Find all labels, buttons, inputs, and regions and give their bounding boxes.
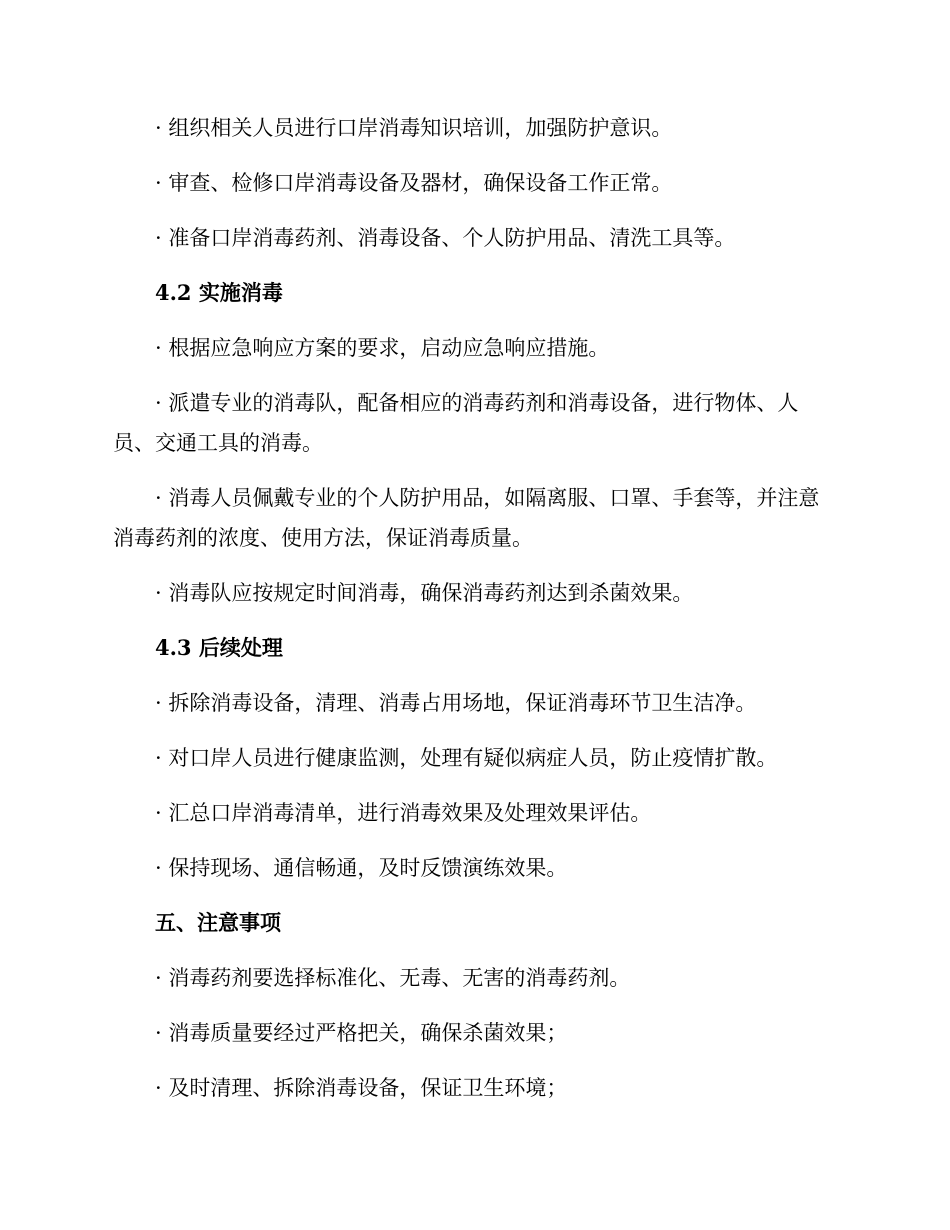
bullet-paragraph: · 消毒队应按规定时间消毒，确保消毒药剂达到杀菌效果。 xyxy=(155,581,694,605)
bullet-paragraph: · 保持现场、通信畅通，及时反馈演练效果。 xyxy=(155,856,568,880)
section-heading: 4.3 后续处理 xyxy=(155,635,283,660)
document-body xyxy=(113,108,825,1123)
bullet-paragraph: · 审查、检修口岸消毒设备及器材，确保设备工作正常。 xyxy=(155,171,673,195)
section-heading: 五、注意事项 xyxy=(155,910,281,935)
bullet-paragraph: · 消毒人员佩戴专业的个人防护用品，如隔离服、口罩、手套等，并注意消毒药剂的浓度、使用方法，保证消毒质量。 xyxy=(113,486,820,550)
bullet-paragraph: · 消毒质量要经过严格把关，确保杀菌效果； xyxy=(155,1021,568,1045)
bullet-paragraph: · 派遣专业的消毒队，配备相应的消毒药剂和消毒设备，进行物体、人员、交通工具的消毒。 xyxy=(113,391,799,455)
bullet-paragraph: · 根据应急响应方案的要求，启动应急响应措施。 xyxy=(155,336,610,360)
bullet-paragraph: · 组织相关人员进行口岸消毒知识培训，加强防护意识。 xyxy=(155,116,673,140)
bullet-paragraph: · 拆除消毒设备，清理、消毒占用场地，保证消毒环节卫生洁净。 xyxy=(155,691,757,715)
bullet-paragraph: · 对口岸人员进行健康监测，处理有疑似病症人员，防止疫情扩散。 xyxy=(155,746,778,770)
bullet-paragraph: · 汇总口岸消毒清单，进行消毒效果及处理效果评估。 xyxy=(155,801,652,825)
section-heading: 4.2 实施消毒 xyxy=(155,280,283,305)
bullet-paragraph: · 及时清理、拆除消毒设备，保证卫生环境； xyxy=(155,1076,568,1100)
bullet-paragraph: · 准备口岸消毒药剂、消毒设备、个人防护用品、清洗工具等。 xyxy=(155,226,736,250)
bullet-paragraph: · 消毒药剂要选择标准化、无毒、无害的消毒药剂。 xyxy=(155,966,631,990)
